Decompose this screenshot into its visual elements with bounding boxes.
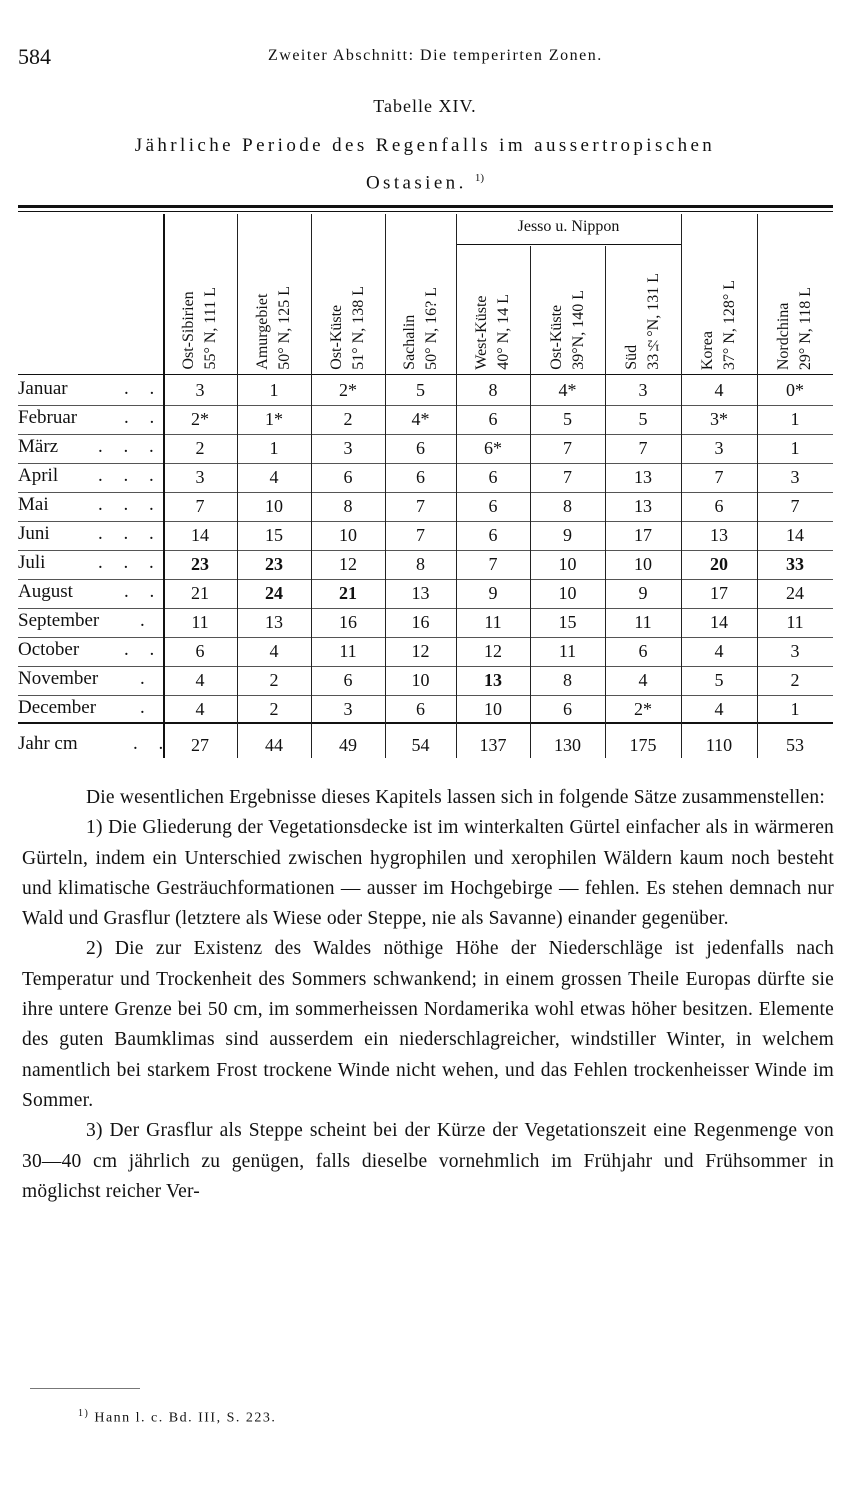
column-coords: 50° N, 16? L: [422, 287, 440, 370]
column-coords: 55° N, 111 L: [202, 287, 219, 370]
row-label: September: [18, 610, 100, 631]
table-cell: 130: [554, 735, 581, 755]
table-cell: 4: [195, 670, 205, 690]
column-coords: 37° N, 128° L: [721, 279, 738, 370]
table-cell: 2: [790, 670, 800, 690]
table-cell: 11: [191, 612, 209, 632]
leader-dots: .: [140, 697, 153, 718]
column-header: [757, 216, 833, 370]
column-name: Nordchina: [775, 302, 792, 370]
row-label: Juni: [18, 523, 50, 544]
table-top-rule-thin: [18, 211, 833, 212]
table-cell: 44: [265, 735, 283, 755]
table-cell: 4: [269, 641, 279, 661]
table-cell: 2: [269, 699, 279, 719]
table-cell: 10: [265, 496, 283, 516]
column-header-text: [326, 286, 370, 370]
table-cell: 9: [638, 583, 648, 603]
table-cell: 14: [710, 612, 728, 632]
table-cell: 6: [343, 467, 353, 487]
column-header: [311, 216, 385, 370]
column-header-text: [471, 294, 515, 370]
table-cell: 4: [714, 699, 724, 719]
column-coords: 29° N, 118 L: [797, 286, 814, 370]
column-header: [681, 216, 757, 370]
table-cell: 13: [634, 496, 652, 516]
column-name: Süd: [623, 345, 640, 370]
table-cell: 8: [343, 496, 353, 516]
table-cell: 8: [563, 496, 572, 516]
table-total-row: [18, 731, 833, 760]
table-cell: 15: [265, 525, 283, 545]
column-header-text: [773, 287, 817, 370]
table-row: [18, 405, 833, 434]
table-cell: 14: [191, 525, 209, 545]
table-caption: [60, 130, 790, 199]
table-cell: 7: [790, 496, 800, 516]
table-cell: 3: [343, 699, 353, 719]
leader-dots: . .: [124, 407, 163, 428]
table-cell: 17: [710, 583, 728, 603]
table-cell: 11: [558, 641, 577, 661]
table-cell: 7: [416, 525, 425, 545]
table-cell: 13: [484, 670, 502, 690]
table-cell: 23: [265, 554, 283, 574]
table-cell: 13: [634, 467, 652, 487]
table-cell: 3: [195, 467, 205, 487]
table-cell: 2*: [191, 409, 209, 429]
column-header-text: [697, 280, 741, 370]
table-cell: 4: [195, 699, 205, 719]
column-rule: [163, 214, 165, 758]
paragraph: 3) Der Grasflur als Steppe scheint bei der Kürze der Vegetationszeit eine Regenmenge von 30—40 cm jährlich zu genügen, falls dieselbe vornehmlich im Frühjahr und Frühsommer in möglichst reicher Ver-: [22, 1120, 834, 1202]
column-name: Sachalin: [400, 314, 418, 370]
table-total-rule: [18, 722, 833, 724]
table-cell: 9: [488, 583, 498, 603]
table-cell: 2: [343, 409, 353, 429]
column-coords: 33½°N, 131 L: [645, 273, 662, 370]
table-cell: 24: [786, 583, 804, 603]
column-name: Ost-Küste: [328, 305, 345, 370]
table-cell: 20: [710, 554, 728, 574]
table-cell: 6: [563, 699, 572, 719]
paragraph: 2) Die zur Existenz des Waldes nöthige Höhe der Niederschläge ist jedenfalls nach Temperatur und Trockenheit des Sommers schwankend; in einem grossen Theile Europas dürfte sie ihre untere Grenze bei 50 cm, im sommerheissen Nordamerika wohl etwas höher besitzen. Elemente des guten Baumklimas sind ausserdem ein niederschlagreicher, windstiller Winter, in welchem namentlich bei starkem Frost trockene Winde nicht wehen, und das Fehlen trockenheisser Winde im Sommer.: [22, 938, 834, 1111]
table-row: [18, 608, 833, 637]
column-header: [605, 246, 681, 370]
column-header: [530, 246, 605, 370]
table-cell: 12: [411, 641, 430, 661]
leader-dots: . . .: [98, 552, 162, 573]
table-cell: 13: [710, 525, 728, 545]
table-row: [18, 666, 833, 695]
table-row: [18, 463, 833, 492]
table-cell: 9: [563, 525, 572, 545]
table-cell: 4: [714, 380, 724, 400]
table-cell: 16: [411, 612, 430, 632]
table-cell: 6: [416, 438, 425, 458]
table-cell: 12: [339, 554, 357, 574]
table-cell: 10: [339, 525, 357, 545]
table-cell: 5: [416, 380, 425, 400]
column-name: Ost-Küste: [547, 305, 565, 370]
leader-dots: . .: [124, 639, 163, 660]
footnote-text: Hann l. c. Bd. III, S. 223.: [94, 1410, 277, 1426]
table-cell: 2*: [634, 699, 652, 719]
table-row: [18, 579, 833, 608]
footnote-reference: 1): [474, 172, 485, 184]
column-header: [163, 216, 237, 370]
table-cell: 4: [714, 641, 724, 661]
footnote-marker: 1): [78, 1408, 90, 1419]
table-cell: 2: [269, 670, 279, 690]
body-text: [22, 783, 834, 1207]
table-cell: 10: [634, 554, 652, 574]
table-cell: 2*: [339, 380, 357, 400]
table-cell: 21: [339, 583, 357, 603]
table-cell: 1: [790, 438, 800, 458]
table-cell: 7: [563, 467, 572, 487]
column-header-text: [546, 290, 590, 370]
table-row: [18, 550, 833, 579]
table-row: [18, 376, 833, 405]
leader-dots: . . .: [98, 436, 162, 457]
table-caption-line2: Ostasien.: [365, 172, 467, 194]
table-cell: 6: [343, 670, 353, 690]
table-cell: 6: [416, 699, 425, 719]
row-label: April: [18, 465, 59, 486]
table-cell: 3: [714, 438, 724, 458]
table-cell: 8: [563, 670, 572, 690]
row-label: Mai: [18, 494, 49, 515]
column-name: Korea: [699, 330, 716, 370]
page-header: [18, 44, 818, 74]
column-header-text: [621, 273, 665, 370]
leader-dots: .: [140, 610, 153, 631]
table-cell: 16: [339, 612, 357, 632]
column-name: Ost-Sibirien: [180, 291, 197, 370]
table-cell: 53: [786, 735, 804, 755]
leader-dots: .: [140, 668, 153, 689]
table-cell: 13: [265, 612, 283, 632]
table-cell: 6: [714, 496, 724, 516]
table-cell: 10: [558, 583, 577, 603]
table-cell: 7: [638, 438, 648, 458]
row-label: October: [18, 639, 80, 660]
table-cell: 49: [339, 735, 357, 755]
column-header: [456, 246, 530, 370]
table-cell: 6: [488, 467, 498, 487]
table-cell: 11: [484, 612, 502, 632]
table-cell: 137: [479, 735, 507, 755]
column-rule: [605, 246, 606, 758]
table-cell: 1: [790, 409, 800, 429]
table-cell: 8: [488, 380, 498, 400]
running-head: Zweiter Abschnitt: Die temperirten Zonen.: [268, 47, 603, 64]
table-cell: 5: [714, 670, 724, 690]
table-cell: 1: [790, 699, 800, 719]
leader-dots: . .: [124, 378, 163, 399]
table-cell: 4: [269, 467, 279, 487]
table-cell: 3: [343, 438, 353, 458]
column-coords: 50° N, 125 L: [276, 286, 293, 370]
table-cell: 7: [563, 438, 572, 458]
column-rule: [757, 214, 758, 758]
table-cell: 6: [638, 641, 648, 661]
column-header-text: [252, 286, 296, 370]
table-cell: 11: [786, 612, 804, 632]
table-cell: 4: [638, 670, 648, 690]
table-title: Tabelle XIV.: [373, 96, 477, 116]
table-cell: 21: [191, 583, 209, 603]
leader-dots: . . .: [98, 523, 162, 544]
table-cell: 17: [634, 525, 652, 545]
table-cell: 6: [195, 641, 205, 661]
row-label: Januar: [18, 378, 68, 399]
table-cell: 4*: [558, 380, 577, 400]
table-row: [18, 637, 833, 666]
column-header: [385, 216, 456, 370]
table-cell: 1*: [265, 409, 283, 429]
table-cell: 6: [488, 525, 498, 545]
table-cell: 10: [484, 699, 502, 719]
leader-dots: . . .: [98, 465, 162, 486]
table-cell: 10: [558, 554, 577, 574]
row-label: November: [18, 668, 99, 689]
row-label: Juli: [18, 552, 46, 573]
table-cell: 5: [563, 409, 572, 429]
column-rule: [237, 214, 238, 758]
leader-dots: . . .: [98, 494, 162, 515]
table-cell: 12: [484, 641, 502, 661]
column-group-header: Jesso u. Nippon: [517, 218, 620, 235]
table-cell: 7: [714, 467, 724, 487]
table-cell: 11: [339, 641, 357, 661]
row-label: März: [18, 436, 59, 457]
column-header-text: [399, 287, 443, 370]
row-label: Februar: [18, 407, 78, 428]
column-group-line: [456, 244, 681, 245]
column-coords: 39°N, 140 L: [569, 290, 587, 370]
table-cell: 23: [191, 554, 209, 574]
column-header: [237, 216, 311, 370]
table-cell: 7: [195, 496, 205, 516]
leader-dots: . .: [124, 581, 163, 602]
table-row: [18, 695, 833, 724]
column-rule: [681, 214, 682, 758]
table-cell: 4*: [411, 409, 430, 429]
column-rule: [385, 214, 386, 758]
table-cell: 54: [411, 735, 430, 755]
table-cell: 11: [634, 612, 652, 632]
table-cell: 7: [488, 554, 498, 574]
table-cell: 3: [638, 380, 648, 400]
row-label: December: [18, 697, 97, 718]
paragraph: Die wesentlichen Ergebnisse dieses Kapitels lassen sich in folgende Sätze zusammenstellen:: [86, 787, 825, 808]
footnote-rule: [30, 1388, 140, 1389]
table-cell: 27: [191, 735, 209, 755]
table-cell: 6: [488, 409, 498, 429]
table-cell: 8: [416, 554, 425, 574]
table-cell: 110: [705, 735, 733, 755]
table-cell: 2: [195, 438, 205, 458]
paragraph: 1) Die Gliederung der Vegetationsdecke ist im winterkalten Gürtel einfacher als in wärmeren Gürteln, indem ein Unterschied zwischen hygrophilen und xerophilen Wäldern kaum noch besteht und klimatische Gesträuchformationen — ausser im Hochgebirge — fehlen. Es stehen demnach nur Wald und Grasflur (letztere als Wiese oder Steppe, nie als Savanne) einander gegenüber.: [22, 817, 834, 930]
column-coords: 51° N, 138 L: [350, 286, 367, 370]
table-cell: 3: [790, 467, 800, 487]
column-rule: [530, 246, 531, 758]
table-cell: 6*: [484, 438, 502, 458]
table-cell: 0*: [786, 380, 804, 400]
table-cell: 3*: [710, 409, 728, 429]
footnote: [78, 1408, 276, 1427]
table-top-rule: [18, 205, 833, 208]
column-coords: 40° N, 14 L: [495, 294, 512, 370]
table-cell: 3: [790, 641, 800, 661]
table-cell: 14: [786, 525, 804, 545]
row-label: Jahr cm: [18, 733, 78, 754]
table-row: [18, 492, 833, 521]
column-rule: [456, 214, 457, 758]
table-cell: 6: [416, 467, 425, 487]
table-cell: 1: [269, 438, 279, 458]
column-name: West-Küste: [473, 295, 490, 370]
table-cell: 5: [638, 409, 648, 429]
table-cell: 7: [416, 496, 425, 516]
table-cell: 13: [411, 583, 430, 603]
column-header-text: [178, 287, 222, 370]
table-cell: 24: [265, 583, 283, 603]
table-row: [18, 434, 833, 463]
table-cell: 6: [488, 496, 498, 516]
table-cell: 3: [195, 380, 205, 400]
column-rule: [311, 214, 312, 758]
row-label: August: [18, 581, 73, 602]
table-caption-line1: Jährliche Periode des Regenfalls im aussertropischen: [134, 135, 716, 156]
page-number: 584: [18, 44, 51, 69]
table-header-rule: [18, 374, 833, 375]
table-cell: 10: [411, 670, 430, 690]
table-row: [18, 521, 833, 550]
table-cell: 175: [629, 735, 657, 755]
table-cell: 1: [269, 380, 279, 400]
table-cell: 33: [786, 554, 804, 574]
column-name: Amurgebiet: [254, 293, 271, 370]
leader-dots: . .: [133, 733, 172, 754]
table-cell: 15: [558, 612, 577, 632]
